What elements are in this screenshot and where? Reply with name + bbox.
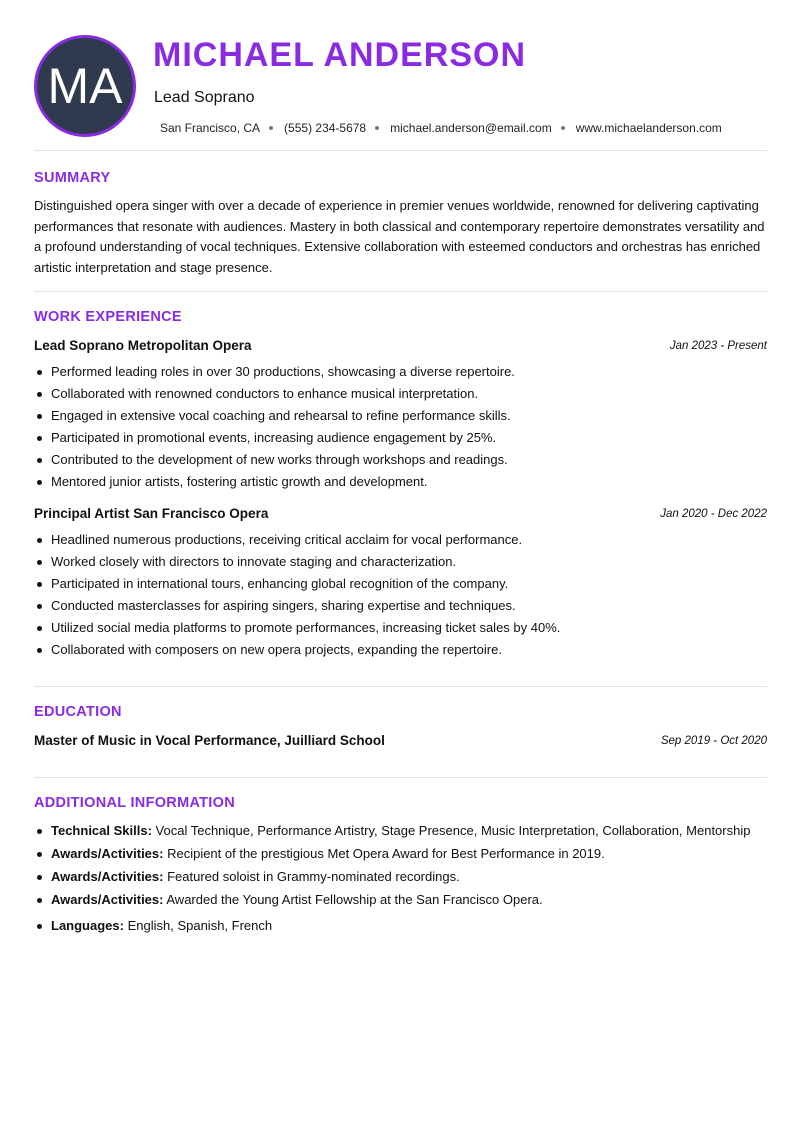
summary-heading: SUMMARY: [34, 170, 111, 186]
additional-info-list: [34, 822, 774, 940]
job-bullets: [34, 531, 774, 663]
resume-header: [0, 0, 800, 150]
contact-website[interactable]: www.michaelanderson.com: [575, 121, 722, 135]
job-header: [34, 506, 767, 524]
list-item: Participated in promotional events, increasing audience engagement by 25%.: [34, 429, 774, 451]
education-dates: Sep 2019 - Oct 2020: [660, 735, 767, 747]
list-item: [34, 822, 774, 845]
list-item: [34, 891, 774, 914]
list-item: Worked closely with directors to innovate staging and characterization.: [34, 553, 774, 575]
section-divider: [34, 150, 767, 151]
contact-location: San Francisco, CA: [160, 121, 261, 135]
education-heading: EDUCATION: [34, 704, 122, 720]
section-divider: [34, 686, 767, 687]
item-text: Vocal Technique, Performance Artistry, Stage Presence, Music Interpretation, Collaboration, Mentorship: [151, 823, 751, 838]
item-label: Languages:: [51, 918, 124, 933]
item-label: Awards/Activities:: [51, 869, 164, 884]
list-item: Engaged in extensive vocal coaching and rehearsal to refine performance skills.: [34, 407, 774, 429]
job-title: Lead Soprano Metropolitan Opera: [34, 338, 252, 353]
avatar: [34, 35, 136, 137]
section-divider: [34, 777, 767, 778]
candidate-role: Lead Soprano: [154, 89, 255, 106]
contact-email[interactable]: michael.anderson@email.com: [390, 121, 552, 135]
separator-dot-icon: [561, 126, 565, 130]
list-item: Mentored junior artists, fostering artistic growth and development.: [34, 473, 774, 495]
job-title: Principal Artist San Francisco Opera: [34, 506, 269, 521]
job-dates: Jan 2023 - Present: [669, 340, 767, 352]
item-label: Technical Skills:: [51, 823, 152, 838]
item-label: Awards/Activities:: [51, 892, 164, 907]
experience-heading: WORK EXPERIENCE: [34, 309, 182, 325]
item-label: Awards/Activities:: [51, 846, 164, 861]
job-dates: Jan 2020 - Dec 2022: [660, 508, 767, 520]
contact-phone: (555) 234-5678: [284, 121, 367, 135]
item-text: English, Spanish, French: [123, 918, 273, 933]
list-item: Performed leading roles in over 30 productions, showcasing a diverse repertoire.: [34, 363, 774, 385]
list-item: Conducted masterclasses for aspiring singers, sharing expertise and techniques.: [34, 597, 774, 619]
section-divider: [34, 291, 767, 292]
summary-text: Distinguished opera singer with over a decade of experience in premier venues worldwide, renowned for delivering captivating performances that resonate with audiences. Mastery in both classical and contemporary repertoire demonstrates versatility and a profound understanding of vocal techniques. Extensive collaboration with esteemed conductors and orchestras has enriched artistic interpretation and stage presence.: [34, 198, 765, 275]
list-item: [34, 845, 774, 868]
list-item: Collaborated with composers on new opera projects, expanding the repertoire.: [34, 641, 774, 663]
education-entry: [34, 733, 767, 751]
degree-title: Master of Music in Vocal Performance, Juilliard School: [34, 733, 385, 748]
job-header: [34, 338, 767, 356]
list-item: Participated in international tours, enhancing global recognition of the company.: [34, 575, 774, 597]
list-item: [34, 917, 774, 940]
avatar-initials: MA: [47, 58, 123, 114]
list-item: Contributed to the development of new works through workshops and readings.: [34, 451, 774, 473]
contact-line: [160, 121, 722, 135]
item-text: Featured soloist in Grammy-nominated recordings.: [163, 869, 460, 884]
list-item: Headlined numerous productions, receiving critical acclaim for vocal performance.: [34, 531, 774, 553]
job-bullets: [34, 363, 774, 495]
separator-dot-icon: [375, 126, 379, 130]
list-item: Utilized social media platforms to promote performances, increasing ticket sales by 40%.: [34, 619, 774, 641]
item-text: Recipient of the prestigious Met Opera Award for Best Performance in 2019.: [163, 846, 605, 861]
item-text: Awarded the Young Artist Fellowship at the San Francisco Opera.: [163, 892, 543, 907]
separator-dot-icon: [269, 126, 273, 130]
candidate-name: MICHAEL ANDERSON: [153, 36, 527, 74]
list-item: Collaborated with renowned conductors to enhance musical interpretation.: [34, 385, 774, 407]
list-item: [34, 868, 774, 891]
additional-info-heading: ADDITIONAL INFORMATION: [34, 795, 235, 811]
